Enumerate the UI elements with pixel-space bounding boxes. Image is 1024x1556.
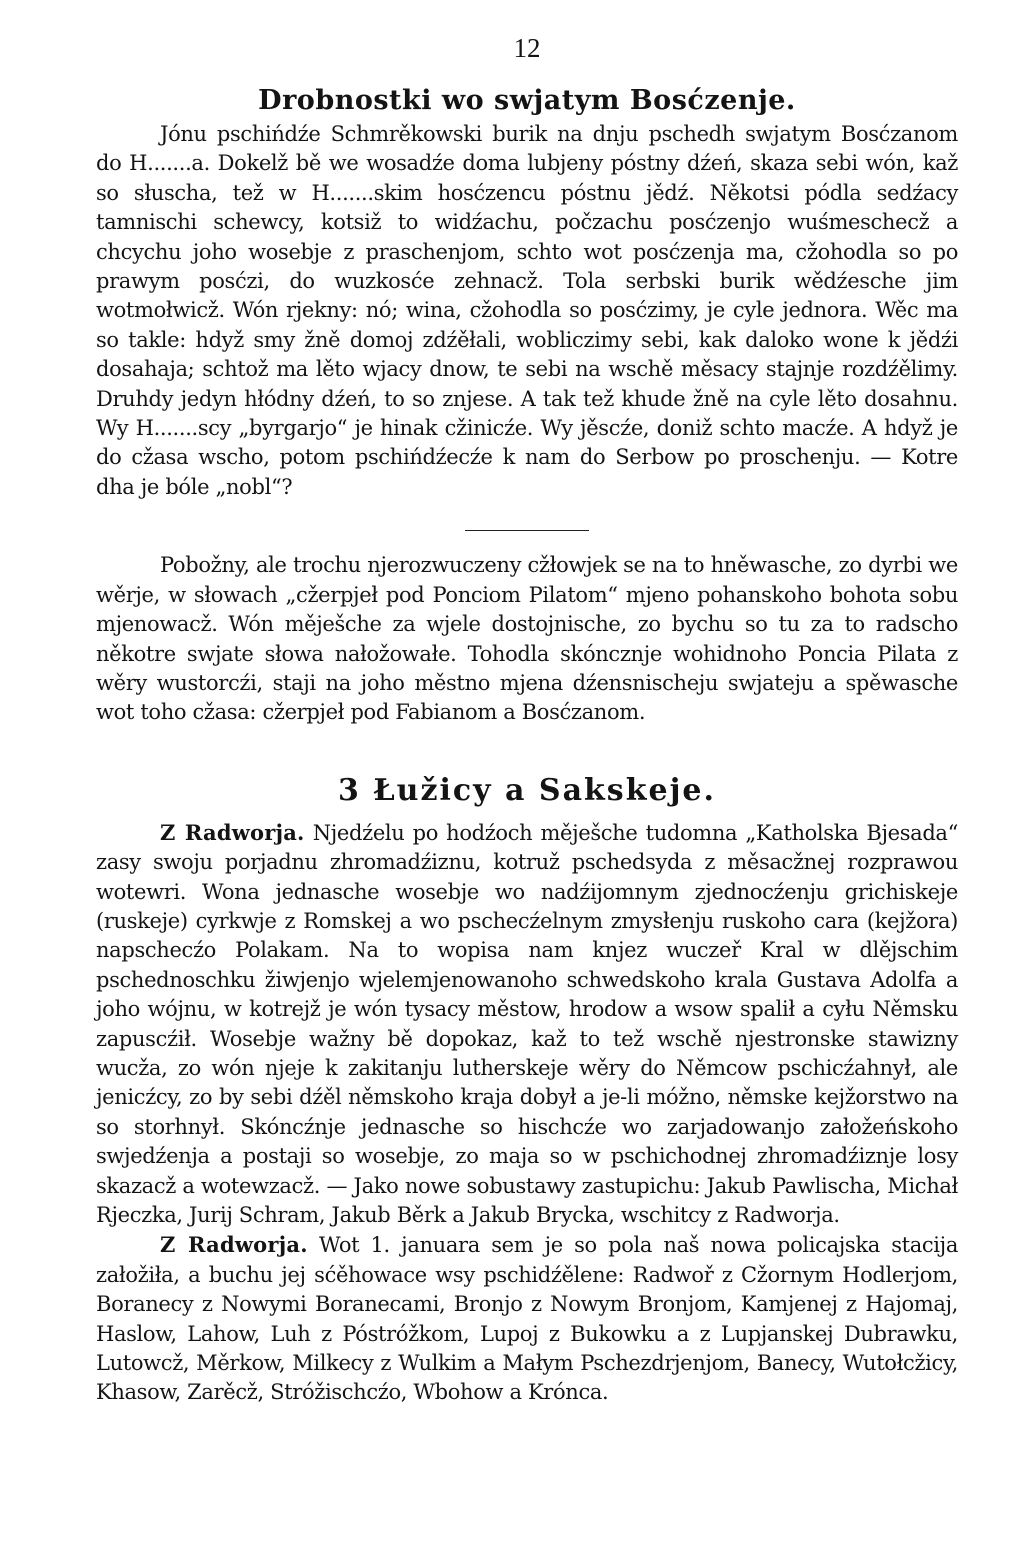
news-entry-text: Njedźelu po hodźoch měješche tudomna „Katholska Bjesada“ zasy swoju porjadnu zhromadźiznu, kotruž pschedsyda z měsacžnej rozprawou wotewri. Wona jednasche wosebje wo nadźijomnym zjednocźenju grichiskeje (ruskeje) cyrkwje z Romskej a wo pschecźelnym zmysłenju ruskoho cara (kejžora) napschecźo Polakam. Na to wopisa nam knjez wuczeř Kral w dlějschim pschednoschku žiwjenjo wjelemjenowanoho schwedskoho krala Gustava Adolfa a joho wójnu, w kotrejž je wón tysacy městow, hrodow a wsow spalił a cyłu Němsku zapuscźił. Wosebje wažny bě dopokaz, kaž to tež wschě njestronske stawizny wucža, zo wón njeje k zakitanju lutherskeje wěry do Němcow pschicźahnył, ale jenicźcy, zo by sebi dźěl němskoho kraja dobył a je-li móžno, němske kejžorstwo na so storhnył. Skóncźnje jednasche so hischcźe wo zarjadowanjo załožeńskoho swjedźenja a postaji so wosebje, zo maja so w pschichodnej zhromadźiznje losy skazacž a wotewzacž. — Jako nowe sobustawy zastupichu: Jakub Pawlischa, Michał Rjeczka, Jurij Schram, Jakub Běrk a Jakub Brycka, wschitcy z Radworja. [96,820,958,1227]
news-entry-lead: Z Radworja. [160,819,305,845]
section-heading-luzicy: 3 Łužicy a Sakskeje. [338,772,716,808]
paragraph-bosczenje: Jónu pschińdźe Schmrěkowski burik na dnju pschedh swjatym Bosćzanom do H.......a. Dokelž bě we wosadźe doma lubjeny póstny dźeń, skaza sebi wón, kaž so słuscha, tež w H.......skim hosćzencu póstnu jědź. Někotsi pódla sedźacy tamnischi schewcy, kotsiž to widźachu, počzachu posćzenjo wuśmeschecž a chcychu joho wosebje z praschenjom, schto wot posćzenja ma, cžohodla so po prawym posćzi, do wuzkosće zehnacž. Tola serbski burik wědźesche jim wotmołwicž. Wón rjekny: nó; wina, cžohodla so posćzimy, je cyle jednora. Wěc ma so takle: hdyž smy žně domoj zdźěłali, wobliczimy sebi, kak daloko wone k jědźi dosahaja; schtož ma lěto wjacy dnow, te sebi na wschě měsacy stajnje rozdźělimy. Druhdy jedyn hłódny dźeń, to so znjese. A tak tež khude žně na cyle lěto dosahnu. Wy H.......scy „byrgarjo“ je hinak cžinicźe. Wy jěscźe, doniž schto macźe. A hdyž je do cžasa wscho, potom pschińdźecźe k nam do Serbow po proschenju. — Kotre dha je bóle „nobl“? [96,122,958,499]
news-entry-text: Wot 1. januara sem je so pola naš nowa policajska stacija załožiła, a buchu jej sćěhowace wsy pschidźělene: Radwoř z Cžornym Hodlerjom, Boranecy z Nowymi Boranecami, Bronjo z Nowym Bronjom, Kamjenej z Hajomaj, Haslow, Lahow, Luh z Póstróžkom, Lupoj z Bukowku a z Lupjanskej Dubrawku, Lutowcž, Měrkow, Milkecy z Wulkim a Małym Pschezdrjenjom, Banecy, Wutołcžicy, Khasow, Zarěcž, Stróžischcźo, Wbohow a Krónca. [96,1233,958,1405]
section-divider [465,530,589,531]
news-entry-lead: Z Radworja. [160,1232,308,1258]
document-page [96,28,958,1408]
paragraph-pilat: Pobožny, ale trochu njerozwuczeny cžłowjek se na to hněwasche, zo dyrbi we wěrje, w słowach „cžerpjeł pod Ponciom Pilatom“ mjeno pohanskoho bohota sobu mjenowacž. Wón měješche za wjele dostojnische, zo bychu so tu za to radscho někotre swjate słowa nałožowałe. Tohodla skóncznje wohidnoho Poncia Pilata z wěry wustorcźi, staji na joho městno mjena dźensnischeju swjateju a spěwasche wot toho cžasa: cžerpjeł pod Fabianom a Bosćzanom. [96,553,958,725]
news-entry [96,1230,958,1407]
section-heading-drobnostki: Drobnostki wo swjatym Bosćzenje. [258,85,796,116]
page-number: 12 [513,33,541,63]
news-entry [96,818,958,1231]
